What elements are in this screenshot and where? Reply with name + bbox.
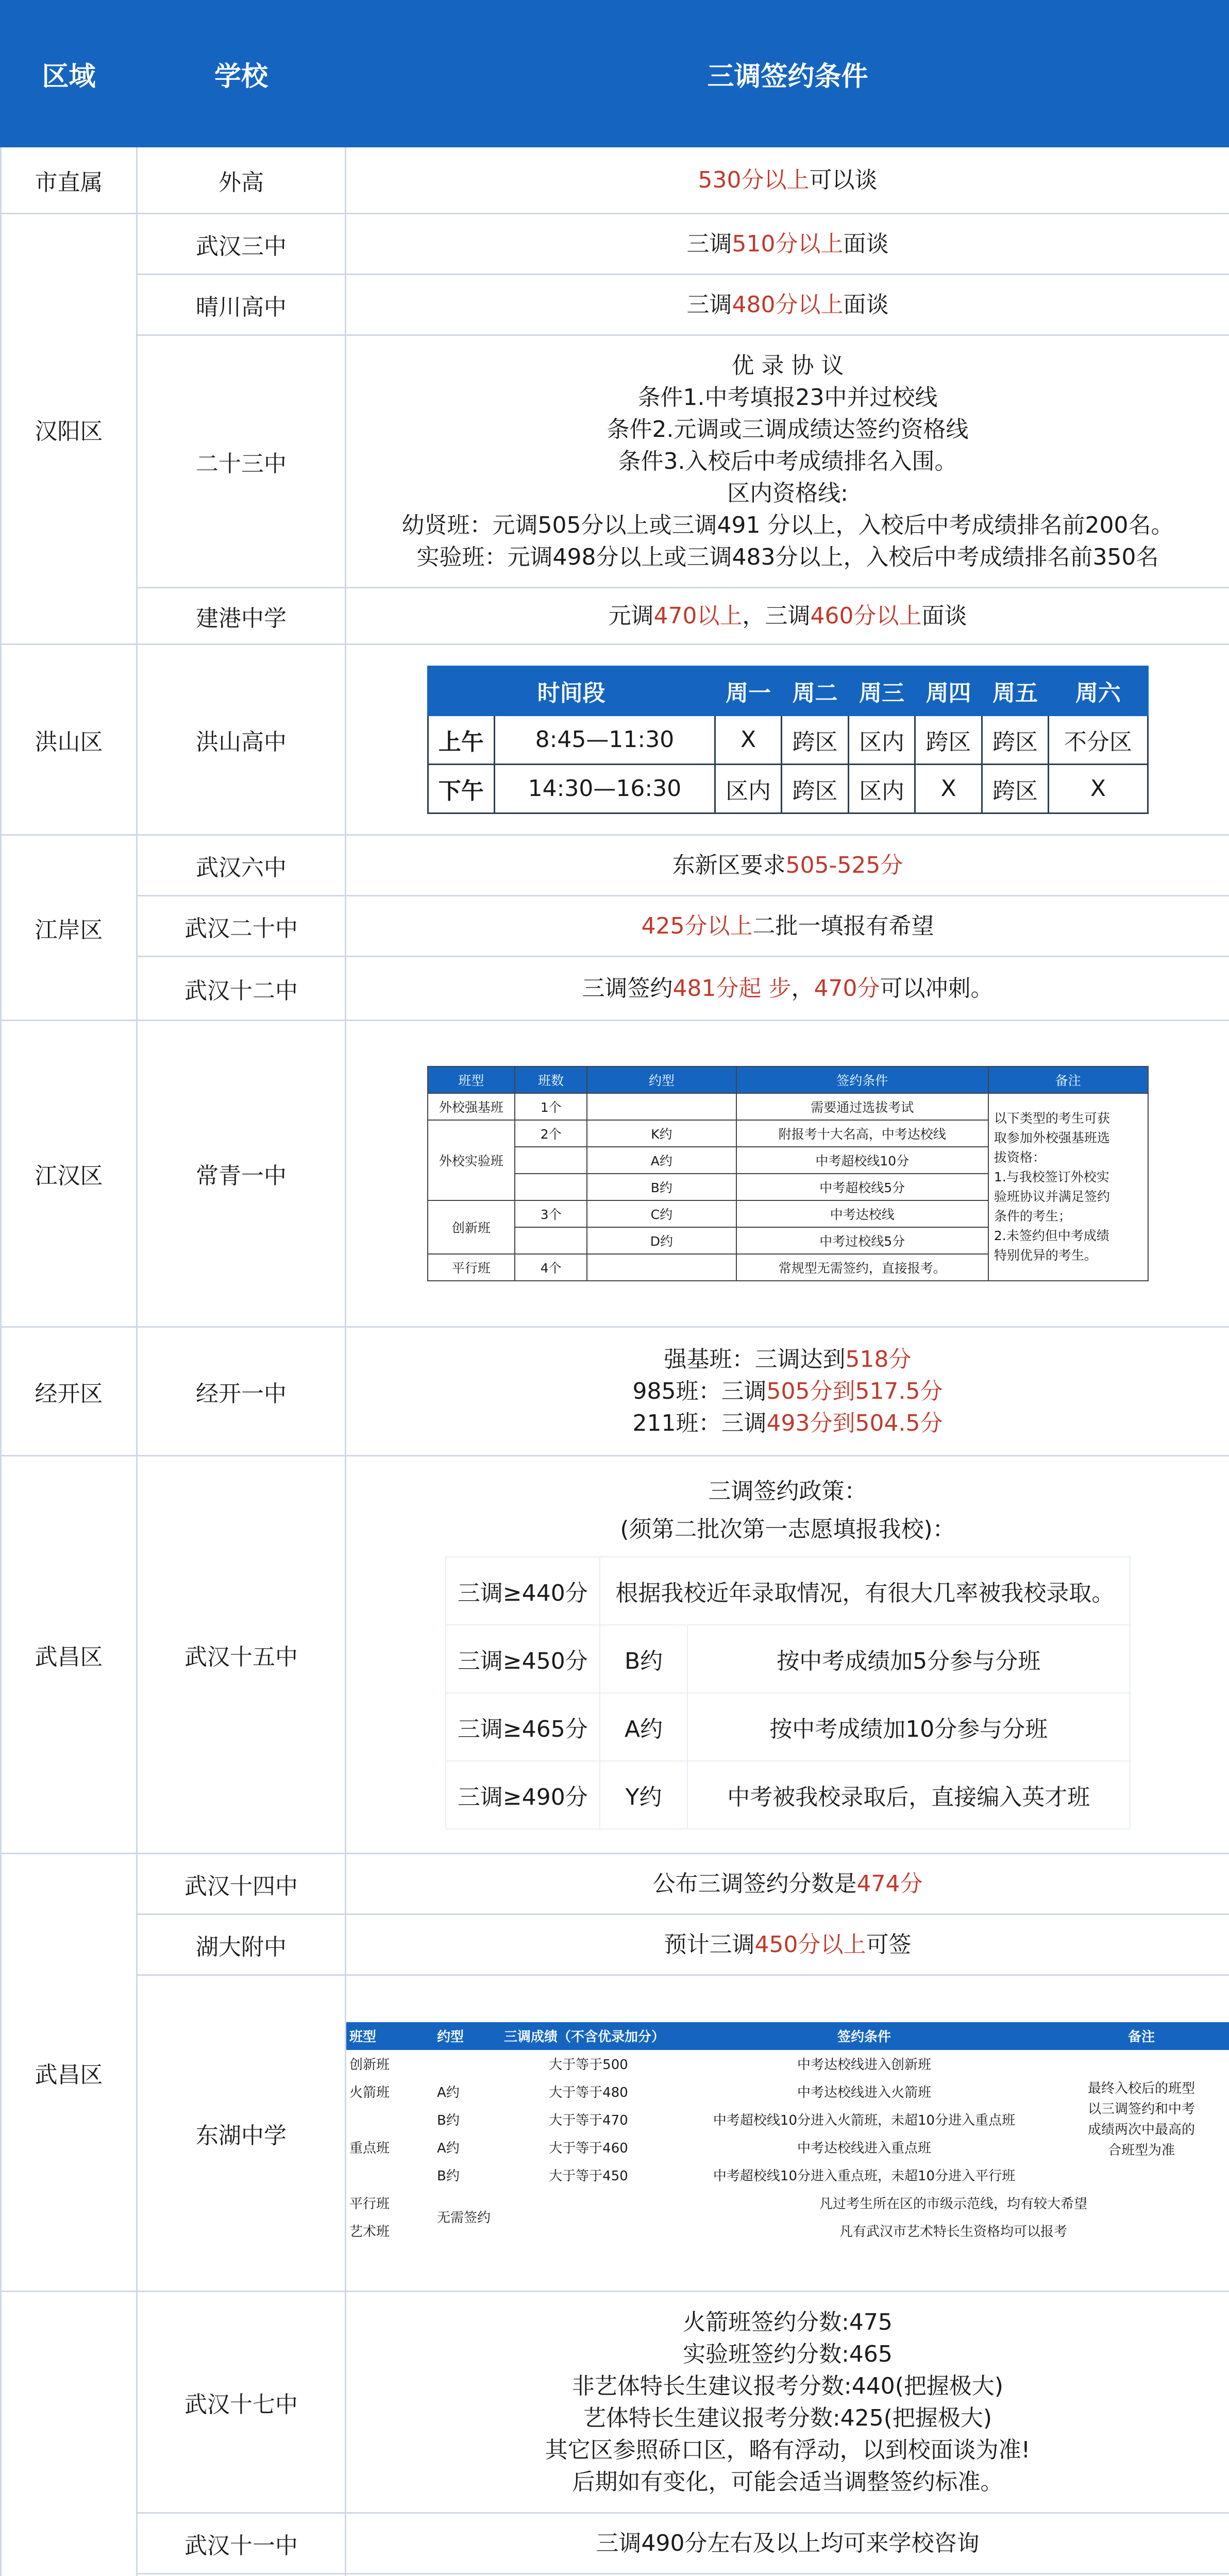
donghu-class-table	[346, 2022, 1229, 2245]
condition-cell	[346, 1456, 1229, 1854]
note-line: 2.未签约但中考成绩	[994, 1228, 1109, 1243]
condition-text: 可签	[866, 1931, 912, 1958]
region-cell: 武昌区	[1, 1456, 137, 1854]
donghu-cond: 中考超校线10分进入重点班，未超10分进入平行班	[713, 2168, 1016, 2184]
class-type: 外校实验班	[428, 1120, 515, 1200]
policy-desc: 根据我校近年录取情况，有很大几率被我校录取。	[600, 1557, 1130, 1625]
condition-line: 条件3.入校后中考成绩排名入围。	[618, 448, 957, 474]
school-cell: 武汉十七中	[137, 2292, 346, 2513]
condition-text: 211班：三调	[632, 1410, 767, 1436]
schedule-header: 周四	[915, 666, 982, 715]
school-cell: 二十三中	[137, 335, 346, 588]
class-cond: 需要通过选拔考试	[736, 1093, 988, 1120]
donghu-score	[501, 2217, 676, 2245]
donghu-header: 约型	[434, 2022, 501, 2050]
schedule-header-row	[428, 666, 1148, 715]
day-cell: 区内	[715, 764, 782, 813]
condition-cell	[346, 335, 1229, 588]
donghu-yue: B约	[437, 2113, 460, 2128]
class-yue: B约	[587, 1174, 736, 1200]
table-row	[1, 2574, 1229, 2576]
schedule-row	[428, 715, 1148, 764]
class-num: 1个	[515, 1093, 587, 1120]
policy-row	[446, 1693, 1130, 1761]
day-cell: X	[915, 764, 982, 813]
condition-text: 三调	[686, 291, 732, 318]
school-cell: 武汉二十中	[137, 896, 346, 957]
condition-cell	[346, 1021, 1229, 1327]
class-num	[515, 1227, 587, 1254]
class-num	[515, 1147, 587, 1174]
schedule-header: 周二	[782, 666, 849, 715]
condition-cell	[346, 147, 1229, 214]
condition-cell	[346, 1327, 1229, 1456]
header-region: 区域	[1, 1, 137, 147]
class-type: 平行班	[428, 1254, 515, 1281]
donghu-type	[346, 2106, 434, 2133]
school-cell: 常青一中	[137, 1021, 346, 1327]
schedule-header: 周一	[715, 666, 782, 715]
policy-row	[446, 1557, 1130, 1625]
note-line: 拔资格：	[994, 1150, 1046, 1165]
condition-cell: 三调490分左右及以上均可来学校咨询	[346, 2513, 1229, 2574]
table-row	[1, 1914, 1229, 1975]
condition-text: 东新区要求	[672, 852, 786, 878]
highlight-score: 505-525分	[785, 852, 903, 878]
table-row	[1, 957, 1229, 1021]
condition-text: 可以谈	[809, 166, 878, 193]
policy-row	[446, 1761, 1130, 1829]
school-cell: 武汉十一中	[137, 2513, 346, 2574]
condition-cell	[346, 957, 1229, 1021]
condition-text: 预计三调	[664, 1931, 755, 1958]
slot-label: 上午	[428, 715, 495, 764]
class-yue: K约	[587, 1120, 736, 1147]
day-cell: 跨区	[782, 764, 849, 813]
policy-table	[445, 1556, 1131, 1829]
schedule-row	[428, 764, 1148, 813]
region-cell: 经开区	[1, 1327, 137, 1456]
policy-yue: B约	[600, 1625, 687, 1693]
note-line: 成绩两次中最高的	[1087, 2122, 1195, 2138]
condition-cell	[346, 645, 1229, 835]
class-yue: A约	[587, 1147, 736, 1174]
note-line: 取参加外校强基班选	[994, 1130, 1110, 1145]
donghu-header: 签约条件	[676, 2022, 1052, 2050]
policy-title: 三调签约政策：	[708, 1478, 867, 1504]
condition-text: 可以冲刺。	[880, 975, 994, 1002]
highlight-score: 474分	[856, 1870, 923, 1897]
condition-line	[346, 1376, 1229, 1408]
condition-cell	[346, 835, 1229, 896]
donghu-cond: 中考达校线进入重点班	[797, 2141, 931, 2156]
school-cell: 晴川高中	[137, 275, 346, 335]
highlight-score: 425分以上	[641, 912, 753, 939]
school-cell: 外高	[137, 147, 346, 214]
donghu-yue: A约	[437, 2141, 460, 2156]
highlight-score: 493分到504.5分	[766, 1410, 943, 1436]
condition-text: 面谈	[921, 602, 967, 629]
condition-cell	[346, 214, 1229, 275]
donghu-yue: 无需签约	[437, 2210, 491, 2226]
class-yue: D约	[587, 1227, 736, 1254]
school-cell	[137, 2574, 346, 2576]
region-cell: 江汉区	[1, 1021, 137, 1327]
donghu-score: 大于等于460	[549, 2141, 628, 2156]
table-row	[1, 1327, 1229, 1456]
class-note	[988, 1093, 1148, 1281]
note-line: 特别优异的考生。	[994, 1248, 1097, 1263]
condition-line: 其它区参照硚口区，略有浮动，以到校面谈为准!	[545, 2436, 1031, 2463]
highlight-score: 460分以上	[810, 602, 922, 629]
table-row	[1, 1854, 1229, 1914]
donghu-score	[501, 2189, 676, 2217]
highlight-score: 480分以上	[732, 291, 844, 318]
donghu-yue: B约	[437, 2168, 460, 2184]
day-cell: X	[1049, 764, 1148, 813]
class-type: 创新班	[428, 1200, 515, 1254]
donghu-cond: 中考超校线10分进入火箭班，未超10分进入重点班	[713, 2113, 1016, 2128]
highlight-score: 510分以上	[732, 230, 844, 257]
table-row	[1, 645, 1229, 835]
region-cell: 洪山区	[1, 645, 137, 835]
condition-line	[346, 1344, 1229, 1376]
condition-line: 艺体特长生建议报考分数:425(把握极大)	[583, 2404, 992, 2431]
condition-line: 优 录 协 议	[731, 352, 844, 379]
class-num: 2个	[515, 1120, 587, 1147]
donghu-yue: A约	[437, 2085, 460, 2100]
class-cond: 常规型无需签约，直接报考。	[736, 1254, 988, 1281]
condition-text: 公布三调签约分数是	[652, 1870, 857, 1897]
donghu-cond: 凡过考生所在区的市级示范线，均有较大希望	[819, 2196, 1087, 2212]
region-cell: 市直属	[1, 147, 137, 214]
condition-line: 非艺体特长生建议报考分数:440(把握极大)	[571, 2372, 1004, 2399]
table-row	[1, 1975, 1229, 2292]
donghu-score: 大于等于500	[549, 2057, 628, 2073]
condition-line: 区内资格线:	[727, 480, 848, 506]
condition-text: ，三调	[742, 602, 811, 629]
class-header: 签约条件	[736, 1066, 988, 1093]
condition-text: ，	[791, 975, 814, 1002]
school-cell: 武汉六中	[137, 835, 346, 896]
slot-label: 下午	[428, 764, 495, 813]
class-cond: 附报考十大名高，中考达校线	[736, 1120, 988, 1147]
class-yue	[587, 1093, 736, 1120]
table-row	[1, 147, 1229, 214]
donghu-score: 大于等于480	[549, 2085, 628, 2100]
time-cell: 14:30—16:30	[495, 764, 715, 813]
class-header: 备注	[988, 1066, 1148, 1093]
region-cell: 武昌区	[1, 1854, 137, 2292]
condition-line: 条件2.元调或三调成绩达签约资格线	[607, 416, 969, 443]
day-cell: X	[715, 715, 782, 764]
class-header: 班型	[428, 1066, 515, 1093]
note-line: 条件的考生；	[994, 1209, 1071, 1224]
policy-score: 三调≥450分	[446, 1625, 600, 1693]
donghu-header-row	[346, 2022, 1229, 2050]
policy-score: 三调≥440分	[446, 1557, 600, 1625]
class-type: 外校强基班	[428, 1093, 515, 1120]
school-cell: 建港中学	[137, 588, 346, 645]
condition-cell	[346, 896, 1229, 957]
condition-line	[346, 1408, 1229, 1439]
table-row	[1, 835, 1229, 896]
condition-cell	[346, 1975, 1229, 2292]
note-line: 验班协议并满足签约	[994, 1189, 1110, 1204]
note-line: 合班型为准	[1107, 2142, 1175, 2158]
day-cell: 跨区	[982, 715, 1049, 764]
note-line: 以三调签约和中考	[1087, 2101, 1195, 2117]
policy-desc: 按中考成绩加5分参与分班	[687, 1625, 1130, 1693]
condition-cell	[346, 2574, 1229, 2576]
school-cell: 武汉三中	[137, 214, 346, 275]
condition-line: 实验班签约分数:465	[683, 2341, 893, 2367]
day-cell: 不分区	[1049, 715, 1148, 764]
class-num: 3个	[515, 1200, 587, 1227]
condition-text: 面谈	[843, 230, 889, 257]
school-cell: 武汉十二中	[137, 957, 346, 1021]
condition-text: 985班：三调	[632, 1378, 767, 1404]
class-type-table	[427, 1066, 1149, 1281]
note-line: 1.与我校签订外校实	[994, 1170, 1109, 1184]
donghu-type	[346, 2161, 434, 2189]
school-cell: 经开一中	[137, 1327, 346, 1456]
time-cell: 8:45—11:30	[495, 715, 715, 764]
donghu-header: 备注	[1052, 2022, 1229, 2050]
table-row	[1, 2513, 1229, 2574]
condition-line: 幼贤班：元调505分以上或三调491 分以上，入校后中考成绩排名前200名。	[401, 512, 1174, 538]
donghu-row	[346, 2189, 1229, 2217]
table-row	[1, 896, 1229, 957]
schedule-header: 周三	[848, 666, 915, 715]
class-num: 4个	[515, 1254, 587, 1281]
day-cell: 跨区	[782, 715, 849, 764]
note-line: 以下类型的考生可获	[994, 1111, 1110, 1126]
class-row	[428, 1093, 1148, 1120]
schedule-header: 周五	[982, 666, 1049, 715]
highlight-score: 530分以上	[698, 166, 810, 193]
condition-text: 二批一填报有希望	[752, 912, 934, 939]
table-row	[1, 1021, 1229, 1327]
policy-subtitle: (须第二批次第一志愿填报我校)：	[620, 1516, 955, 1543]
donghu-type: 平行班	[349, 2196, 390, 2212]
day-cell: 跨区	[915, 715, 982, 764]
donghu-row	[346, 2050, 1229, 2078]
header-row	[1, 1, 1229, 147]
schedule-table	[427, 666, 1149, 814]
donghu-type: 创新班	[349, 2057, 390, 2073]
condition-text: 三调签约	[582, 975, 673, 1002]
condition-cell	[346, 2292, 1229, 2513]
region-cell: 汉阳区	[1, 214, 137, 645]
donghu-type: 艺术班	[349, 2224, 390, 2240]
class-yue: C约	[587, 1200, 736, 1227]
day-cell: 区内	[848, 764, 915, 813]
table-row	[1, 588, 1229, 645]
donghu-note	[1052, 2050, 1229, 2189]
region-cell	[1, 2292, 137, 2576]
day-cell: 区内	[848, 715, 915, 764]
table-row	[1, 335, 1229, 588]
donghu-header: 班型	[346, 2022, 434, 2050]
schedule-header: 时间段	[428, 666, 715, 715]
donghu-cond: 凡有武汉市艺术特长生资格均可以报考	[839, 2224, 1067, 2240]
highlight-score: 450分以上	[754, 1931, 866, 1958]
school-cell: 湖大附中	[137, 1914, 346, 1975]
condition-line: 实验班：元调498分以上或三调483分以上，入校后中考成绩排名前350名	[416, 544, 1159, 570]
donghu-header: 三调成绩（不含优录加分）	[501, 2022, 676, 2050]
class-num	[515, 1174, 587, 1200]
highlight-score: 481分起 步	[672, 975, 792, 1002]
condition-text: 元调	[608, 602, 654, 629]
header-condition: 三调签约条件	[346, 1, 1229, 147]
policy-yue: Y约	[600, 1761, 687, 1829]
condition-text: 面谈	[843, 291, 889, 318]
condition-cell	[346, 1914, 1229, 1975]
school-cell: 武汉十五中	[137, 1456, 346, 1854]
highlight-score: 518分	[845, 1346, 912, 1372]
donghu-cond: 中考达校线进入创新班	[797, 2057, 931, 2073]
donghu-score: 大于等于450	[549, 2168, 628, 2184]
policy-yue: A约	[600, 1693, 687, 1761]
schedule-header: 周六	[1049, 666, 1148, 715]
condition-cell	[346, 588, 1229, 645]
table-row	[1, 214, 1229, 275]
policy-score: 三调≥465分	[446, 1693, 600, 1761]
class-header: 班数	[515, 1066, 587, 1093]
class-cond: 中考超校线5分	[736, 1174, 988, 1200]
table-row	[1, 2292, 1229, 2513]
class-cond: 中考超校线10分	[736, 1147, 988, 1174]
donghu-yue	[434, 2050, 501, 2078]
class-cond: 中考过校线5分	[736, 1227, 988, 1254]
donghu-cond: 中考达校线进入火箭班	[797, 2085, 931, 2100]
table-row	[1, 275, 1229, 335]
condition-cell	[346, 275, 1229, 335]
region-cell: 江岸区	[1, 835, 137, 1021]
condition-line: 条件1.中考填报23中并过校线	[637, 384, 938, 411]
condition-text: 三调	[686, 230, 732, 257]
highlight-score: 470分	[814, 975, 880, 1002]
note-line: 最终入校后的班型	[1087, 2080, 1195, 2096]
class-header-row	[428, 1066, 1148, 1093]
school-cell: 洪山高中	[137, 645, 346, 835]
policy-desc: 按中考成绩加10分参与分班	[687, 1693, 1130, 1761]
class-yue	[587, 1254, 736, 1281]
condition-text: 强基班：三调达到	[664, 1346, 846, 1372]
condition-cell	[346, 1854, 1229, 1914]
school-cell: 武汉十四中	[137, 1854, 346, 1914]
class-header: 约型	[587, 1066, 736, 1093]
condition-line: 后期如有变化，可能会适当调整签约标准。	[572, 2468, 1003, 2495]
header-school: 学校	[137, 1, 346, 147]
policy-desc: 中考被我校录取后，直接编入英才班	[687, 1761, 1130, 1829]
day-cell: 跨区	[982, 764, 1049, 813]
highlight-score: 505分到517.5分	[766, 1378, 943, 1404]
school-cell: 东湖中学	[137, 1975, 346, 2292]
class-cond: 中考达校线	[736, 1200, 988, 1227]
highlight-score: 470以上	[653, 602, 743, 629]
donghu-type: 重点班	[349, 2141, 390, 2156]
donghu-score: 大于等于470	[549, 2113, 628, 2128]
policy-row	[446, 1625, 1130, 1693]
policy-score: 三调≥490分	[446, 1761, 600, 1829]
condition-line: 火箭班签约分数:475	[683, 2309, 893, 2335]
donghu-type: 火箭班	[349, 2085, 390, 2100]
table-row	[1, 1456, 1229, 1854]
